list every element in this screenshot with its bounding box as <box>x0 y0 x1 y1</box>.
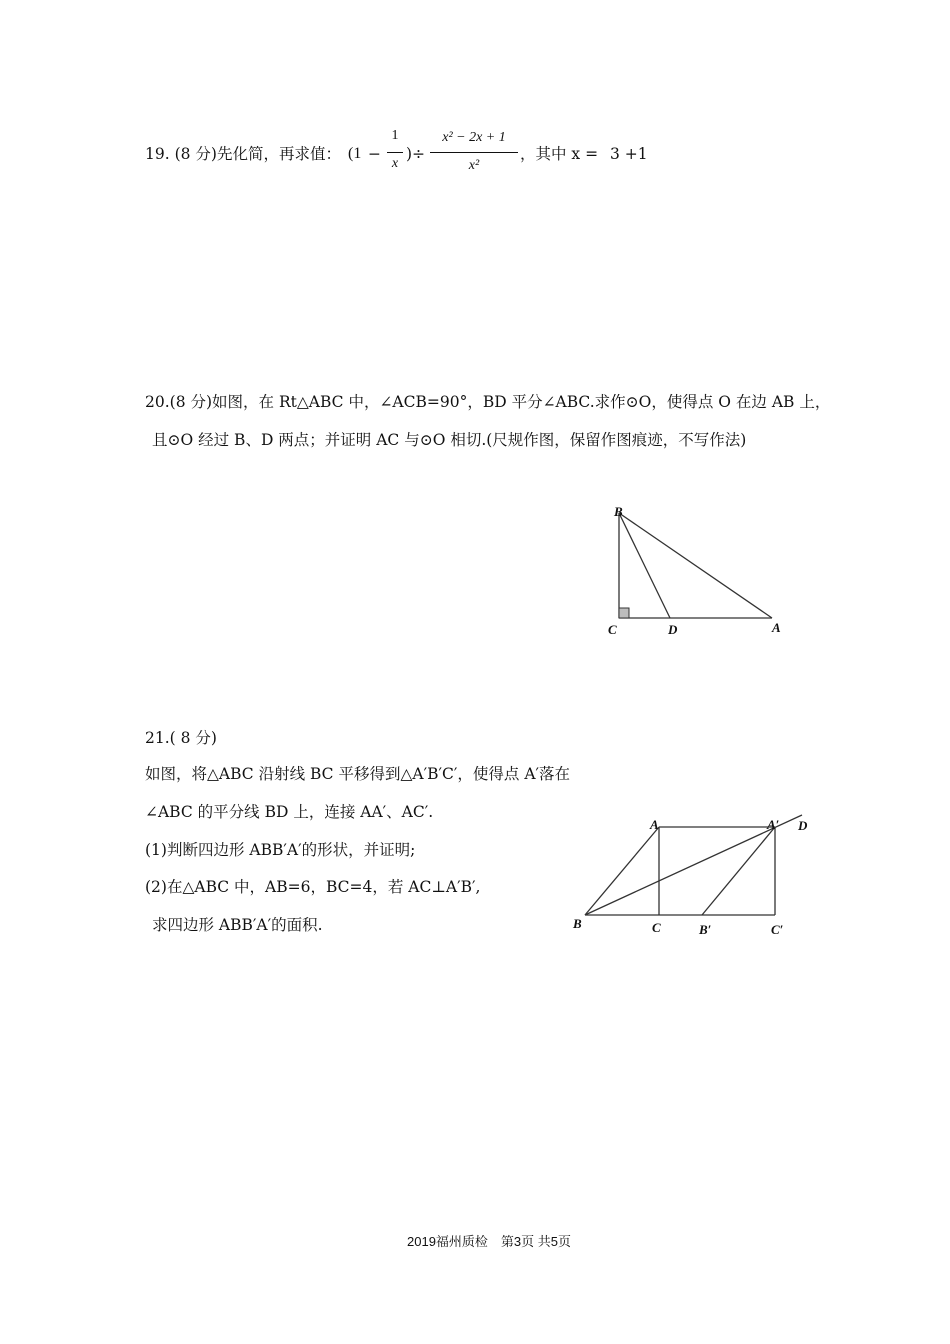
q21-figure <box>565 808 825 940</box>
q20-line-2: 且⊙O 经过 B、D 两点；并证明 AC 与⊙O 相切.(尺规作图，保留作图痕迹，不写作法) <box>152 431 747 449</box>
q21-segment-A1B1 <box>702 827 775 915</box>
q21-segment-AB <box>585 827 659 915</box>
q19-fraction-1 <box>386 128 404 144</box>
q19-frac1-bar <box>387 152 403 153</box>
q21-line-1: 如图，将△ABC 沿射线 BC 平移得到△A′B′C′，使得点 A′落在 <box>145 765 571 783</box>
q19-frac1-numerator: 1 <box>391 128 399 143</box>
q20-line-1: 20.(8 分)如图，在 Rt△ABC 中，∠ACB=90°，BD 平分∠ABC.求作⊙O，使得点 O 在边 AB 上， <box>145 393 831 411</box>
q19-frac2-denominator: x² <box>468 158 480 173</box>
q19-frac2-bar <box>430 152 518 153</box>
q21-line-4: (2)在△ABC 中，AB=6，BC=4，若 AC⊥A′B′, <box>145 878 481 896</box>
q21-label-A1: A′ <box>767 817 780 832</box>
q19-frac1-denominator: x <box>391 156 399 171</box>
q21-line-2: ∠ABC 的平分线 BD 上，连接 AA′、AC′. <box>145 803 434 821</box>
q21-label-C: C <box>652 920 661 935</box>
q21-label-B: B <box>573 916 582 931</box>
q19-prefix: 19. (8 分)先化简，再求值： <box>145 145 341 163</box>
q21-line-3: (1)判断四边形 ABB′A′的形状，并证明; <box>145 841 416 859</box>
q21-header: 21.( 8 分) <box>145 729 217 747</box>
q21-label-A: A <box>650 817 659 832</box>
q19-open-paren: (1 <box>348 145 362 162</box>
q19-frac2-numerator: x² − 2x + 1 <box>442 130 506 145</box>
q20-label-B: B <box>614 504 623 519</box>
q20-figure <box>600 500 800 645</box>
page-footer: 2019福州质检 第3页 共5页 <box>407 1234 571 1249</box>
q20-label-C: C <box>608 622 617 637</box>
q20-segment-BD <box>619 513 670 618</box>
q19-suffix: ，其中 x = <box>520 145 599 163</box>
q21-label-C1: C′ <box>771 922 784 937</box>
q19-close-div: )÷ <box>406 145 426 163</box>
q19-value: 3 +1 <box>610 145 648 163</box>
q19-minus: − <box>368 145 381 163</box>
q21-label-D: D <box>798 818 808 833</box>
q20-label-D: D <box>668 622 678 637</box>
q21-line-5: 求四边形 ABB′A′的面积. <box>152 916 323 934</box>
q21-label-B1: B′ <box>699 922 712 937</box>
q20-right-angle-mark <box>619 608 629 618</box>
q20-label-A: A <box>772 620 781 635</box>
q20-segment-BA <box>619 513 772 618</box>
